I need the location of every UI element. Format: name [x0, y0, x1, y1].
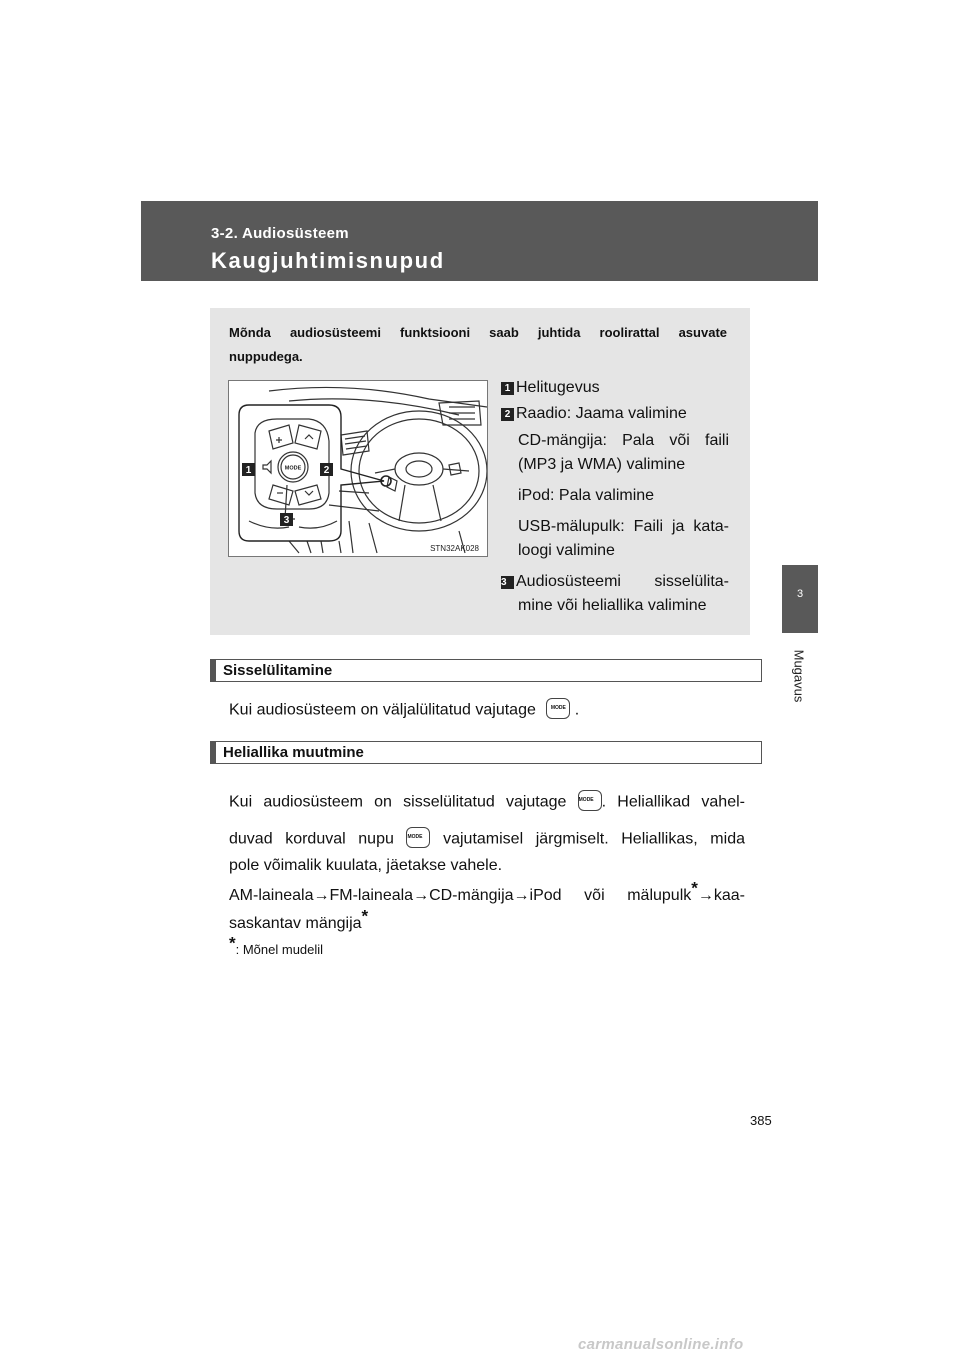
callout-3-line: Audiosüsteemi sisselülita-: [516, 573, 729, 590]
source-seq2: saskantav mängija: [229, 915, 362, 932]
callout-3-badge: 3: [501, 576, 514, 589]
svg-text:3: 3: [283, 515, 290, 526]
marker-3: [280, 513, 293, 526]
asterisk-mark: *: [691, 878, 698, 898]
callout-2-line: iPod: Pala valimine: [518, 487, 655, 504]
mode-button-icon: MODE: [406, 827, 430, 848]
source-seq1-end: →kaa-: [697, 887, 745, 904]
callout-1: [501, 376, 729, 400]
intro-box: [210, 308, 750, 635]
source-seq1: AM-laineala→FM-laineala→CD-mängija→iPod või mälupulk: [229, 887, 692, 904]
svg-text:2: 2: [323, 465, 330, 476]
source-sequence-line2: [229, 906, 745, 933]
power-text-after: .: [574, 701, 580, 719]
source-line2-a: duvad korduval nupu: [229, 830, 394, 848]
section-heading-power: Sisselülitamine: [210, 659, 762, 682]
svg-text:1: 1: [245, 465, 252, 476]
source-line3: pole võimalik kuulata, jäetakse vahele.: [229, 857, 503, 874]
chapter-tab: [782, 565, 818, 633]
chapter-name: [781, 636, 817, 716]
chapter-number: 3: [796, 588, 804, 600]
callout-2-line: (MP3 ja WMA) valimine: [518, 456, 686, 473]
mode-button-icon: MODE: [546, 698, 570, 719]
source-sequence-line1: [229, 878, 745, 905]
page-title: Kaugjuhtimisnupud: [211, 248, 445, 273]
asterisk-mark: *: [229, 933, 236, 953]
section-label: 3-2. Audiosüsteem: [211, 225, 349, 242]
illustration-code: STN32AK028: [430, 544, 479, 553]
callout-2-badge: 2: [501, 408, 514, 421]
intro-text-line2: nuppudega.: [229, 349, 303, 364]
section-heading-source: Heliallika muutmine: [210, 741, 762, 764]
steering-wheel-illustration: [228, 380, 488, 557]
power-text: [229, 700, 745, 721]
section-header: [141, 201, 818, 281]
callout-2-line: Raadio: Jaama valimine: [516, 405, 687, 422]
callout-2: [501, 402, 729, 563]
callout-3: [501, 570, 729, 618]
steering-wheel-drawing: [229, 381, 487, 556]
mode-button-icon: MODE: [578, 790, 602, 811]
callout-2-line: USB-mälupulk: Faili ja kata-: [518, 518, 729, 535]
source-line1-a: Kui audiosüsteem on sisselülitatud vajutage: [229, 793, 567, 811]
callout-1-badge: 1: [501, 382, 514, 395]
marker-1: [242, 463, 255, 476]
source-line2-b: vajutamisel järgmiselt. Heliallikas, mida: [443, 830, 745, 848]
source-line2: [229, 829, 745, 850]
watermark-link[interactable]: carmanualsonline.info: [578, 1336, 744, 1353]
callout-2-line: CD-mängija: Pala või faili: [518, 432, 729, 449]
callout-3-line: mine või heliallika valimine: [518, 597, 707, 614]
asterisk-mark: *: [361, 906, 369, 926]
callout-2-line: loogi valimine: [518, 542, 615, 559]
intro-text-line1: Mõnda audiosüsteemi funktsiooni saab juhtida roolirattal asuvate: [229, 325, 727, 340]
callout-1-line: Helitugevus: [516, 379, 600, 396]
source-line1: [229, 792, 745, 813]
mode-label: MODE: [284, 465, 302, 472]
chapter-name-label: Mugavus: [791, 649, 807, 703]
footnote: [229, 933, 745, 957]
source-line1-b: . Heliallikad vahel-: [601, 793, 745, 811]
page-number: 385: [750, 1113, 772, 1128]
marker-2: [320, 463, 333, 476]
power-text-before: Kui audiosüsteem on väljalülitatud vajutage: [229, 701, 536, 719]
footnote-text: : Mõnel mudelil: [235, 942, 324, 957]
